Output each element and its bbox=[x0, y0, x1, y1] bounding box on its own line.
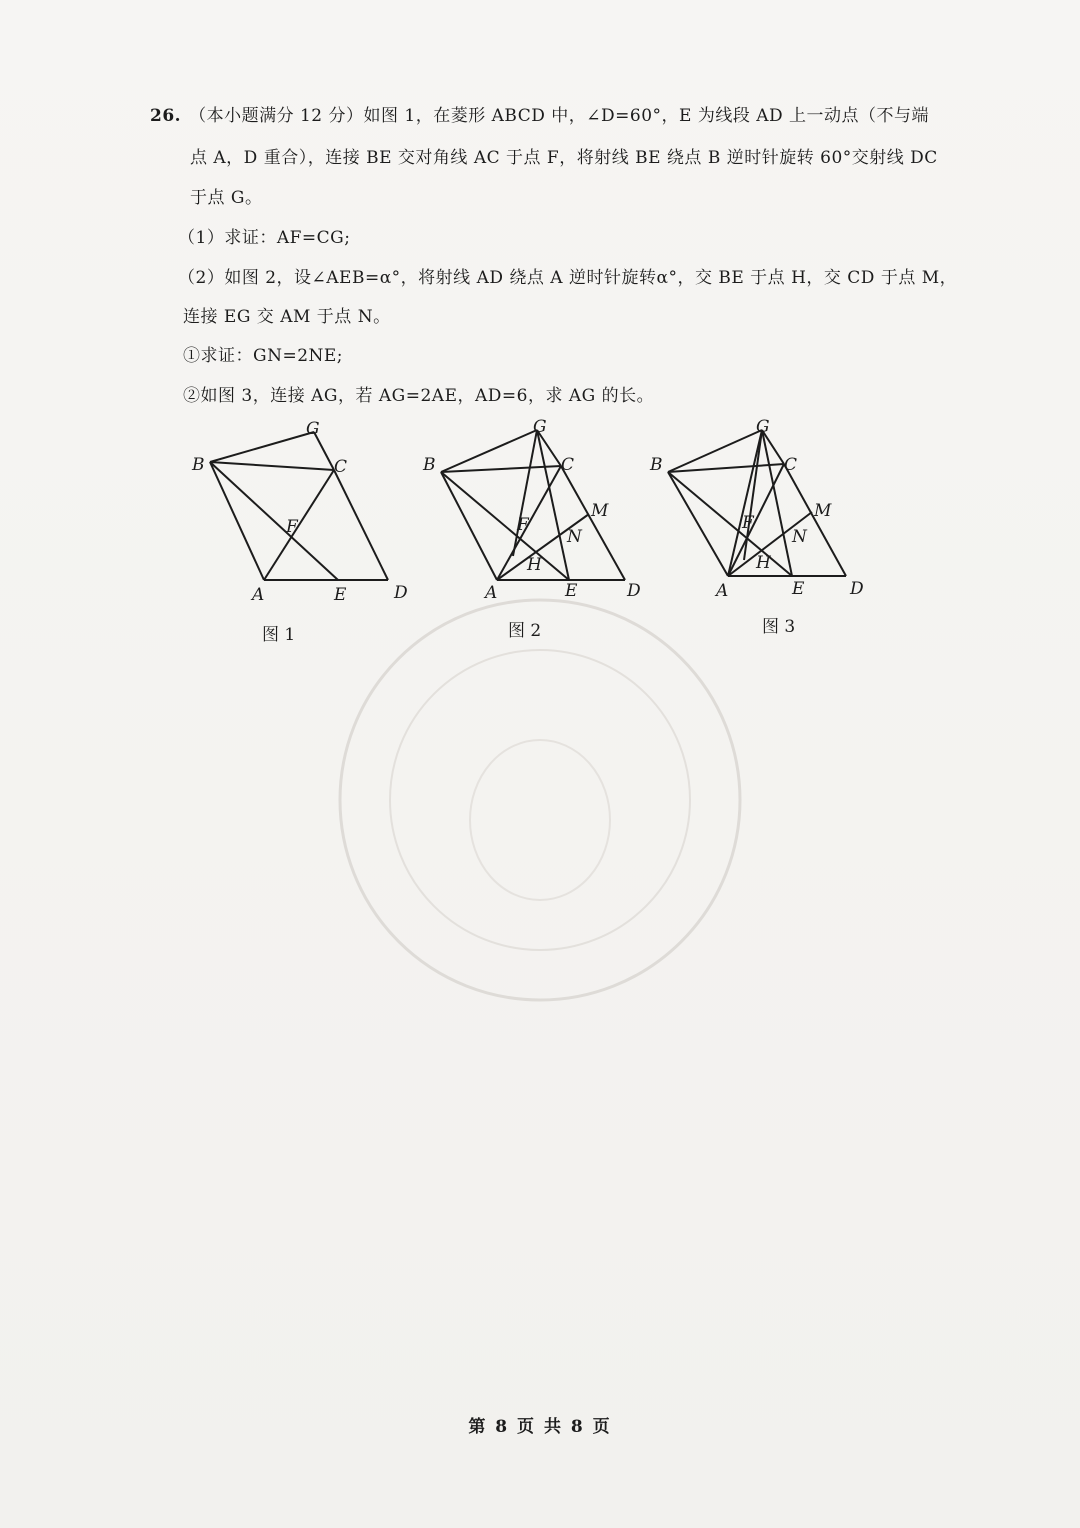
figure-2-diagram bbox=[415, 410, 655, 610]
label-E: E bbox=[565, 581, 578, 601]
question-line-2: 点 A，D 重合），连接 BE 交对角线 AC 于点 F，将射线 BE 绕点 B 逆时针旋转 60°交射线 DC bbox=[190, 148, 938, 168]
segment-BC bbox=[441, 466, 561, 472]
label-A: A bbox=[485, 583, 498, 603]
label-F: F bbox=[742, 513, 754, 533]
segment-CD bbox=[334, 470, 388, 580]
figure-1-caption: 图 1 bbox=[262, 625, 296, 645]
figure-1-diagram bbox=[180, 410, 420, 610]
question-line-3: 于点 G。 bbox=[190, 188, 263, 208]
label-G: G bbox=[306, 419, 320, 439]
question-text-1: （本小题满分 12 分）如图 1，在菱形 ABCD 中，∠D=60°，E 为线段 AD 上一动点（不与端 bbox=[189, 106, 930, 126]
label-B: B bbox=[423, 455, 436, 475]
segment-BA bbox=[441, 472, 497, 580]
label-B: B bbox=[650, 455, 663, 475]
segment-BG bbox=[210, 432, 314, 462]
question-sub-1: ①求证：GN=2NE; bbox=[183, 346, 344, 366]
label-F: F bbox=[286, 517, 298, 537]
label-D: D bbox=[850, 579, 864, 599]
segment-BA bbox=[210, 462, 264, 580]
segment-BG bbox=[441, 430, 537, 472]
label-B: B bbox=[192, 455, 205, 475]
segment-CD bbox=[561, 466, 625, 580]
question-sub-2: ②如图 3，连接 AG，若 AG=2AE，AD=6，求 AG 的长。 bbox=[183, 386, 655, 406]
label-F: F bbox=[517, 515, 529, 535]
label-C: C bbox=[334, 457, 348, 477]
segment-AC bbox=[264, 470, 334, 580]
figure-2-caption: 图 2 bbox=[508, 621, 542, 641]
figure-2 bbox=[415, 410, 655, 610]
label-M: M bbox=[591, 501, 609, 521]
segment-BA bbox=[668, 472, 728, 576]
watermark-stamp bbox=[330, 590, 750, 1010]
label-E: E bbox=[334, 585, 347, 605]
label-N: N bbox=[567, 527, 582, 547]
question-part-2: （2）如图 2，设∠AEB=α°，将射线 AD 绕点 A 逆时针旋转α°，交 BE 于点 H，交 CD 于点 M， bbox=[178, 268, 958, 288]
label-A: A bbox=[252, 585, 265, 605]
label-G: G bbox=[533, 417, 547, 437]
question-part-2-cont: 连接 EG 交 AM 于点 N。 bbox=[183, 307, 391, 327]
figure-3-caption: 图 3 bbox=[762, 617, 796, 637]
label-M: M bbox=[814, 501, 832, 521]
label-G: G bbox=[756, 417, 770, 437]
segment-BE bbox=[210, 462, 338, 580]
question-part-1: （1）求证：AF=CG; bbox=[178, 228, 351, 248]
label-C: C bbox=[784, 455, 798, 475]
label-C: C bbox=[561, 455, 575, 475]
page-footer: 第 8 页 共 8 页 bbox=[468, 1417, 612, 1437]
figure-1 bbox=[180, 410, 420, 610]
label-D: D bbox=[627, 581, 641, 601]
label-N: N bbox=[792, 527, 807, 547]
segment-BC bbox=[210, 462, 334, 470]
label-H: H bbox=[756, 553, 771, 573]
label-D: D bbox=[394, 583, 408, 603]
segment-AM bbox=[497, 514, 589, 580]
label-A: A bbox=[716, 581, 729, 601]
label-H: H bbox=[527, 555, 542, 575]
figure-3 bbox=[644, 410, 884, 610]
label-E: E bbox=[792, 579, 805, 599]
figure-3-diagram bbox=[644, 410, 884, 610]
question-line-1 bbox=[150, 104, 929, 128]
question-number: 26. bbox=[150, 106, 182, 126]
segment-GH bbox=[513, 430, 537, 556]
